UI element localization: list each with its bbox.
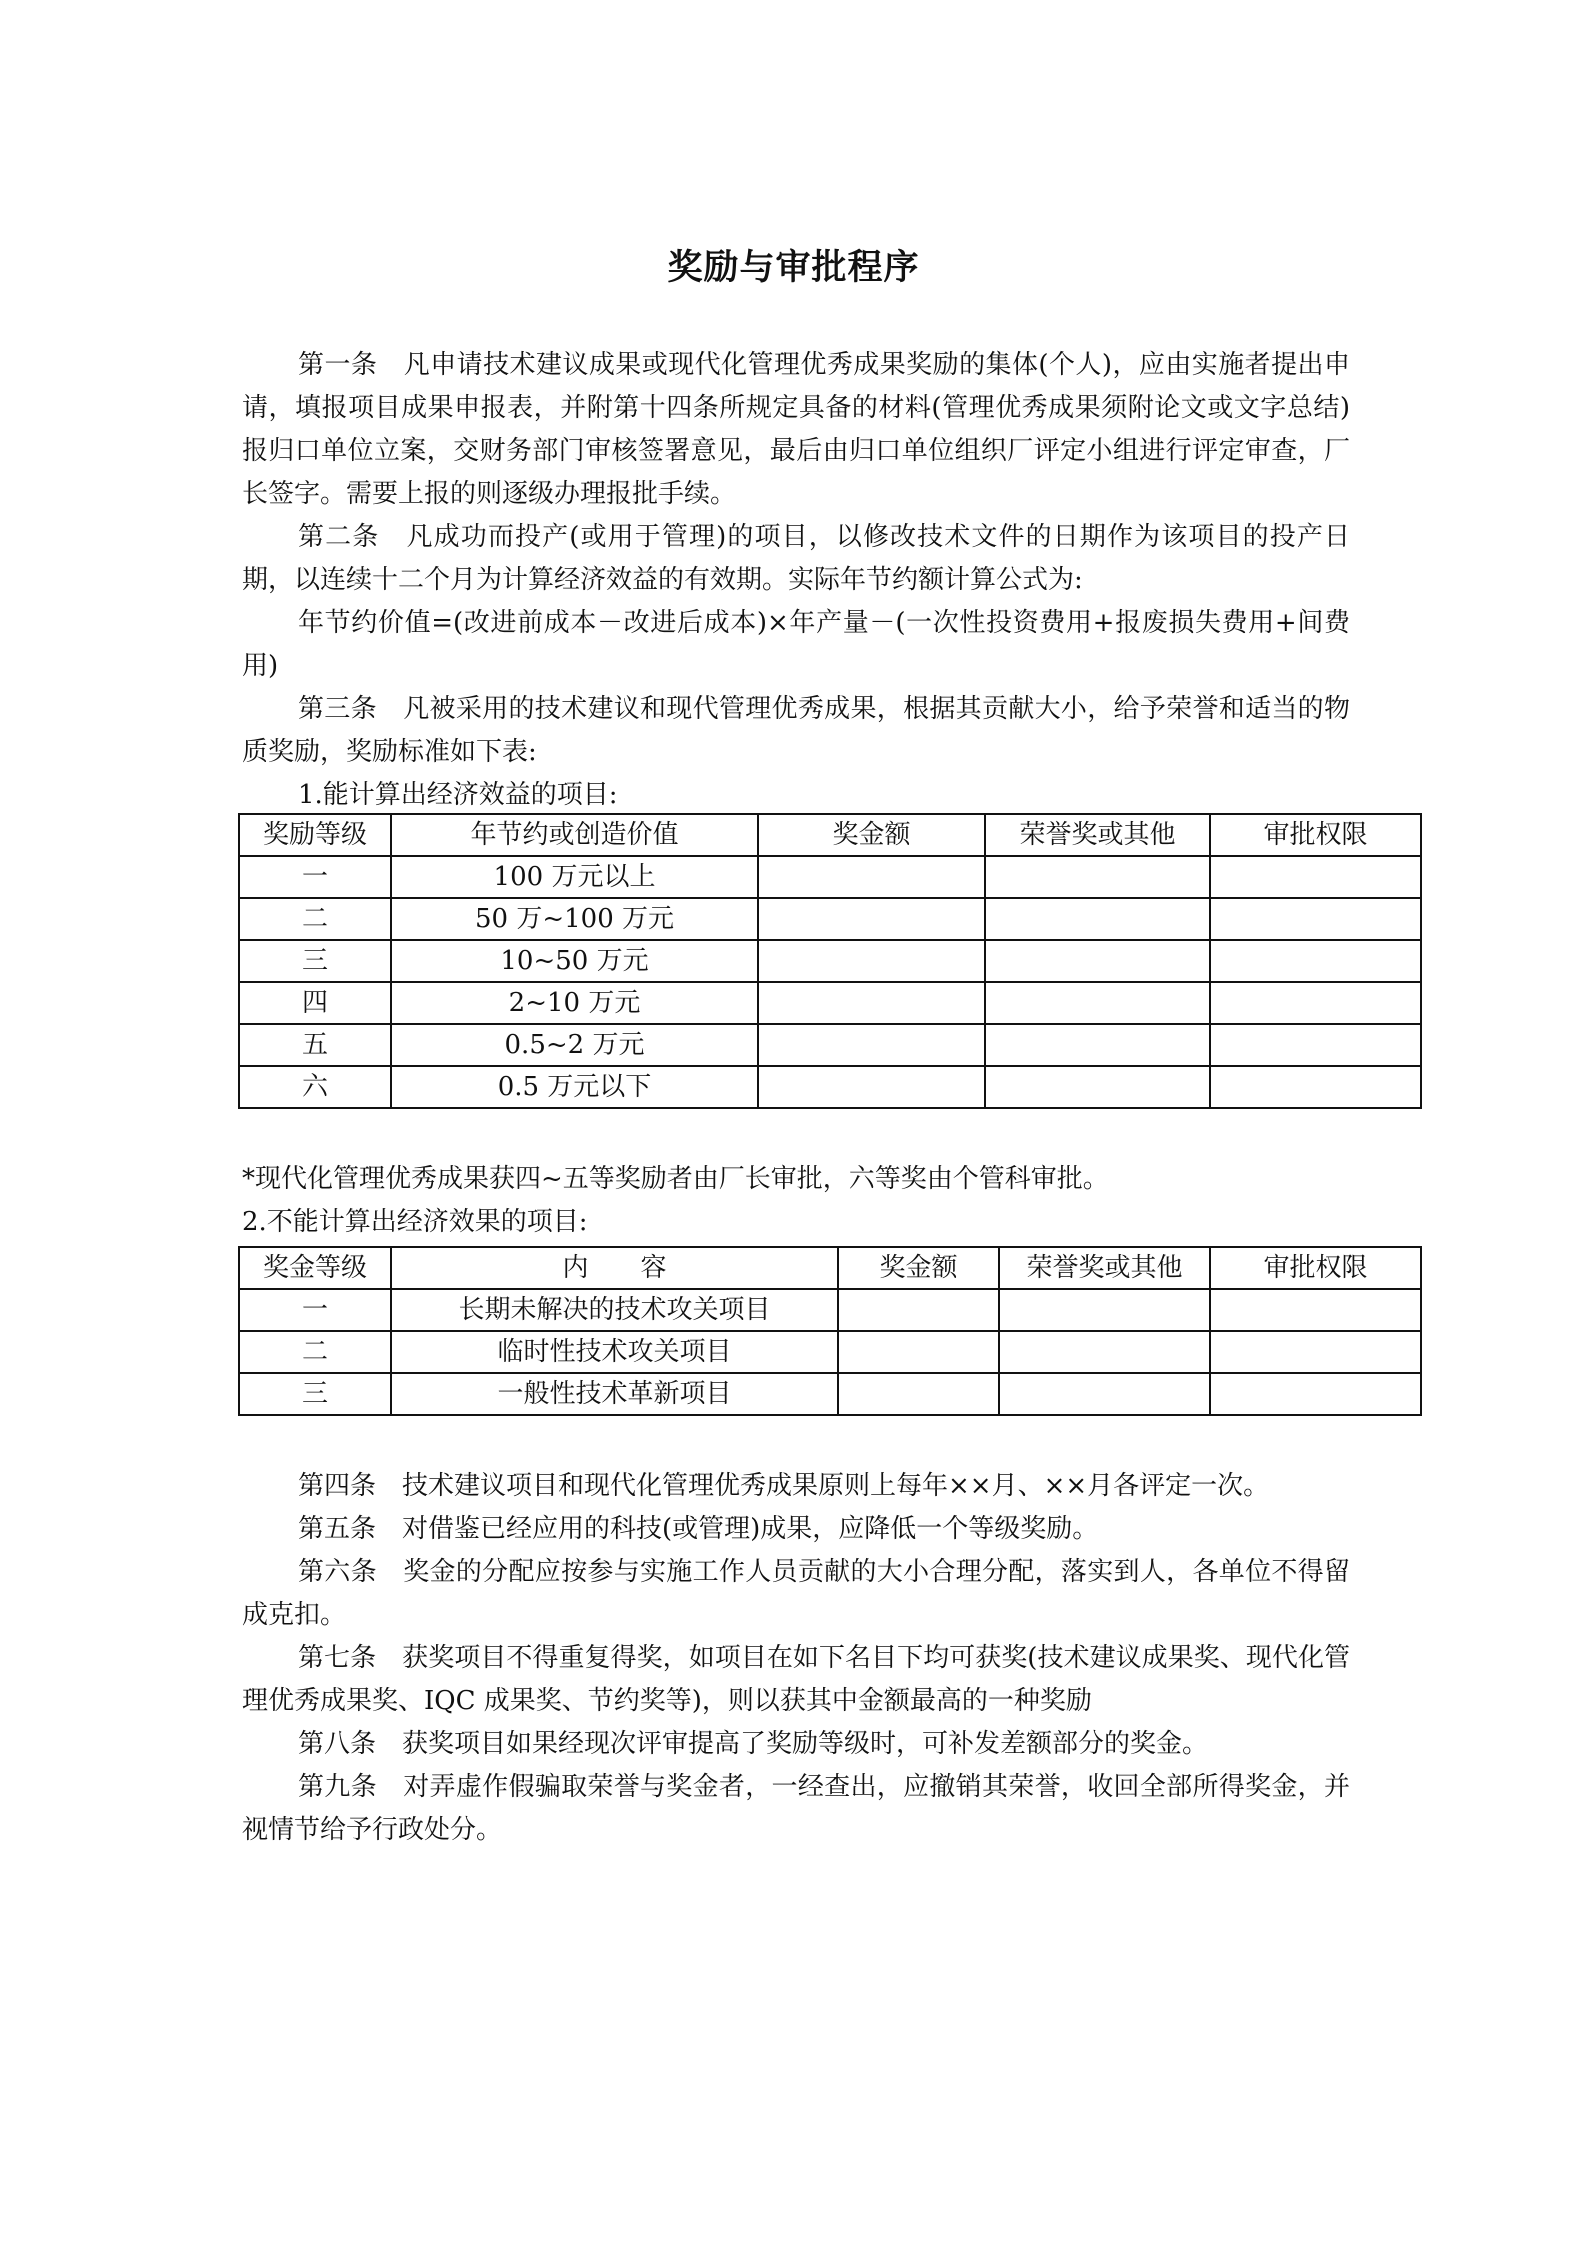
honor-cell: [999, 1331, 1210, 1373]
formula: 年节约价值=(改进前成本－改进后成本)×年产量－(一次性投资费用+报废损失费用+间费用): [242, 608, 1350, 681]
grade-cell: 一: [239, 856, 391, 898]
table-row: [239, 982, 1421, 1024]
grade-cell: 二: [239, 1331, 391, 1373]
honor-cell: [985, 940, 1210, 982]
grade-cell: 六: [239, 1066, 391, 1108]
article-7: 第七条 获奖项目不得重复得奖，如项目在如下名目下均可获奖(技术建议成果奖、现代化管理优秀成果奖、IQC 成果奖、节约奖等)，则以获其中金额最高的一种奖励: [242, 1643, 1350, 1716]
bonus-cell: [758, 856, 985, 898]
table-row: [239, 856, 1421, 898]
grade-cell: 五: [239, 1024, 391, 1066]
content-cell: 长期未解决的技术攻关项目: [391, 1289, 838, 1331]
bonus-cell: [758, 1024, 985, 1066]
article-5: 第五条 对借鉴已经应用的科技(或管理)成果，应降低一个等级奖励。: [298, 1514, 1099, 1544]
header-cell: 内 容: [391, 1247, 838, 1289]
bonus-cell: [838, 1373, 999, 1415]
value-cell: 2~10 万元: [391, 982, 758, 1024]
table-header-row: [239, 1247, 1421, 1289]
approval-note: *现代化管理优秀成果获四~五等奖励者由厂长审批，六等奖由个管科审批。: [242, 1164, 1109, 1194]
value-cell: 100 万元以上: [391, 856, 758, 898]
content-cell: 临时性技术攻关项目: [391, 1331, 838, 1373]
approval-cell: [1210, 1024, 1421, 1066]
header-cell: 审批权限: [1210, 1247, 1421, 1289]
honor-cell: [985, 982, 1210, 1024]
grade-cell: 三: [239, 940, 391, 982]
header-cell: 奖励等级: [239, 814, 391, 856]
value-cell: 50 万~100 万元: [391, 898, 758, 940]
honor-cell: [999, 1289, 1210, 1331]
table-row: [239, 940, 1421, 982]
honor-cell: [985, 898, 1210, 940]
approval-cell: [1210, 856, 1421, 898]
value-cell: 10~50 万元: [391, 940, 758, 982]
approval-cell: [1210, 982, 1421, 1024]
article-2: 第二条 凡成功而投产(或用于管理)的项目，以修改技术文件的日期作为该项目的投产日期，以连续十二个月为计算经济效益的有效期。实际年节约额计算公式为:: [242, 522, 1350, 595]
article-4: 第四条 技术建议项目和现代化管理优秀成果原则上每年××月、××月各评定一次。: [298, 1471, 1270, 1501]
grade-cell: 四: [239, 982, 391, 1024]
bonus-cell: [758, 982, 985, 1024]
value-cell: 0.5 万元以下: [391, 1066, 758, 1108]
bonus-cell: [758, 898, 985, 940]
approval-cell: [1210, 1373, 1421, 1415]
grade-cell: 二: [239, 898, 391, 940]
bonus-cell: [838, 1289, 999, 1331]
grade-cell: 一: [239, 1289, 391, 1331]
header-cell: 奖金额: [758, 814, 985, 856]
header-cell: 年节约或创造价值: [391, 814, 758, 856]
table-row: [239, 1289, 1421, 1331]
article-8: 第八条 获奖项目如果经现次评审提高了奖励等级时，可补发差额部分的奖金。: [298, 1729, 1209, 1759]
approval-cell: [1210, 940, 1421, 982]
table-row: [239, 1373, 1421, 1415]
grade-cell: 三: [239, 1373, 391, 1415]
bonus-cell: [758, 940, 985, 982]
header-cell: 奖金等级: [239, 1247, 391, 1289]
approval-cell: [1210, 1289, 1421, 1331]
honor-cell: [999, 1373, 1210, 1415]
table2-caption: 2.不能计算出经济效果的项目:: [242, 1207, 588, 1237]
table1-caption: 1.能计算出经济效益的项目:: [298, 780, 618, 810]
article-9: 第九条 对弄虚作假骗取荣誉与奖金者，一经查出，应撤销其荣誉，收回全部所得奖金，并视情节给予行政处分。: [242, 1772, 1350, 1845]
page-title: 奖励与审批程序: [667, 248, 920, 288]
bonus-cell: [758, 1066, 985, 1108]
table-row: [239, 1331, 1421, 1373]
header-cell: 审批权限: [1210, 814, 1421, 856]
table-row: [239, 898, 1421, 940]
approval-cell: [1210, 1331, 1421, 1373]
honor-cell: [985, 1024, 1210, 1066]
reward-table-economic: [238, 813, 1422, 1109]
article-3: 第三条 凡被采用的技术建议和现代管理优秀成果，根据其贡献大小，给予荣誉和适当的物质奖励，奖励标准如下表:: [242, 694, 1350, 767]
table-row: [239, 1066, 1421, 1108]
header-cell: 奖金额: [838, 1247, 999, 1289]
reward-table-non-economic: [238, 1246, 1422, 1416]
bonus-cell: [838, 1331, 999, 1373]
approval-cell: [1210, 898, 1421, 940]
header-cell: 荣誉奖或其他: [985, 814, 1210, 856]
content-cell: 一般性技术革新项目: [391, 1373, 838, 1415]
table-header-row: [239, 814, 1421, 856]
article-6: 第六条 奖金的分配应按参与实施工作人员贡献的大小合理分配，落实到人，各单位不得留成克扣。: [242, 1557, 1350, 1630]
header-cell: 荣誉奖或其他: [999, 1247, 1210, 1289]
approval-cell: [1210, 1066, 1421, 1108]
honor-cell: [985, 856, 1210, 898]
article-1: 第一条 凡申请技术建议成果或现代化管理优秀成果奖励的集体(个人)，应由实施者提出申请，填报项目成果申报表，并附第十四条所规定具备的材料(管理优秀成果须附论文或文字总结)报归口单位立案，交财务部门审核签署意见，最后由归口单位组织厂评定小组进行评定审查，厂长签字。需要上报的则逐级办理报批手续。: [242, 350, 1350, 509]
table-row: [239, 1024, 1421, 1066]
value-cell: 0.5~2 万元: [391, 1024, 758, 1066]
honor-cell: [985, 1066, 1210, 1108]
